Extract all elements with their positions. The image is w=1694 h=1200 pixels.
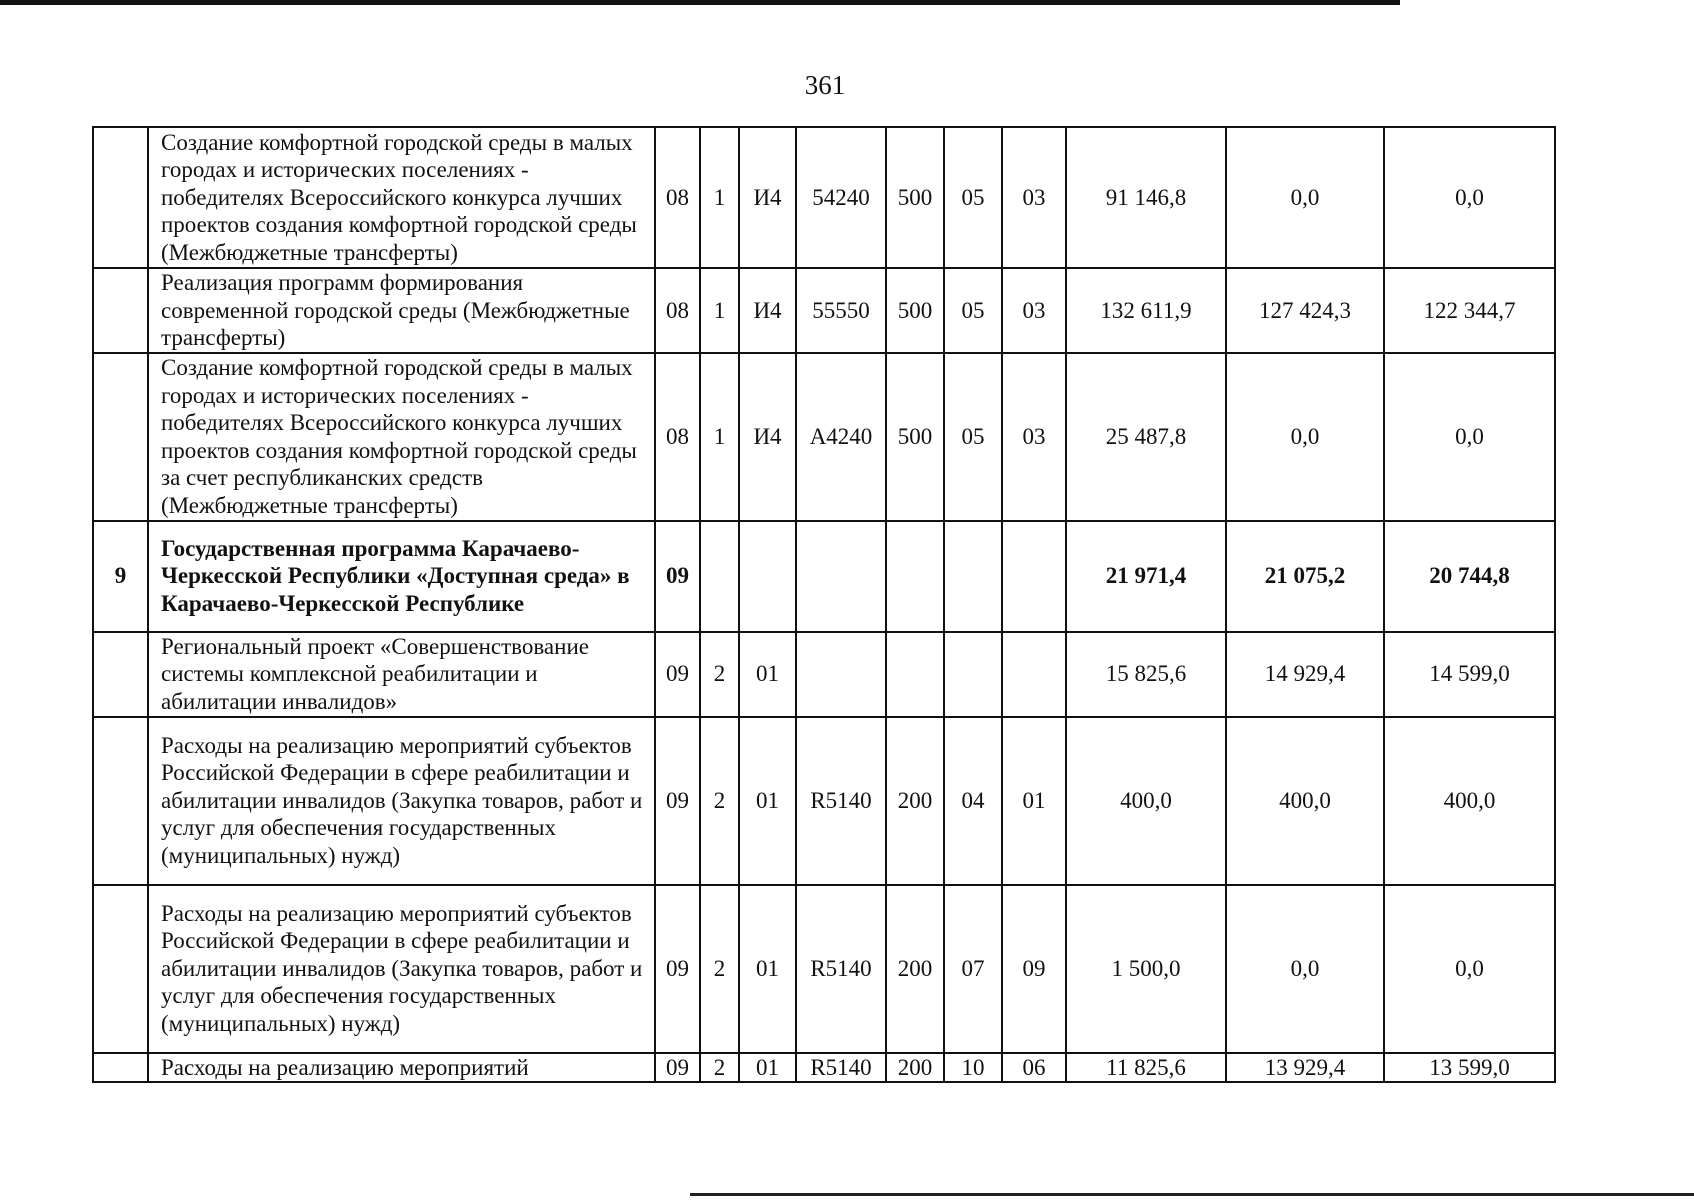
code-expense-type: 200 <box>886 1053 944 1083</box>
code-project <box>739 521 796 632</box>
code-expense-type: 200 <box>886 717 944 885</box>
bottom-rule <box>690 1193 1694 1196</box>
row-name: Реализация программ формирования современной городской среды (Межбюджетные трансферты) <box>148 268 655 353</box>
amount-1: 11 825,6 <box>1066 1053 1226 1083</box>
code-section: 05 <box>944 353 1002 521</box>
row-number <box>93 268 148 353</box>
row-number <box>93 127 148 268</box>
amount-3: 20 744,8 <box>1384 521 1555 632</box>
code-program: 08 <box>655 127 700 268</box>
amount-2: 400,0 <box>1226 717 1384 885</box>
code-section: 07 <box>944 885 1002 1053</box>
code-expense-type: 200 <box>886 885 944 1053</box>
code-subsection: 01 <box>1002 717 1066 885</box>
row-number <box>93 717 148 885</box>
table-row <box>93 127 1555 268</box>
table-row <box>93 632 1555 717</box>
code-project: И4 <box>739 127 796 268</box>
code-expense-type: 500 <box>886 127 944 268</box>
amount-3: 0,0 <box>1384 885 1555 1053</box>
code-program: 08 <box>655 353 700 521</box>
amount-2: 13 929,4 <box>1226 1053 1384 1083</box>
code-program: 09 <box>655 632 700 717</box>
code-subprogram: 2 <box>700 1053 739 1083</box>
amount-3: 0,0 <box>1384 127 1555 268</box>
top-rule <box>0 0 1400 5</box>
code-subprogram: 2 <box>700 885 739 1053</box>
code-project: И4 <box>739 353 796 521</box>
amount-2: 0,0 <box>1226 127 1384 268</box>
amount-3: 13 599,0 <box>1384 1053 1555 1083</box>
row-name: Государственная программа Карачаево-Черкесской Республики «Доступная среда» в Карачаево-Черкесской Республике <box>148 521 655 632</box>
amount-2: 14 929,4 <box>1226 632 1384 717</box>
code-program: 09 <box>655 521 700 632</box>
amount-1: 21 971,4 <box>1066 521 1226 632</box>
code-section: 04 <box>944 717 1002 885</box>
code-subprogram: 2 <box>700 717 739 885</box>
code-subsection: 03 <box>1002 268 1066 353</box>
amount-2: 21 075,2 <box>1226 521 1384 632</box>
code-subprogram: 1 <box>700 353 739 521</box>
code-subsection <box>1002 632 1066 717</box>
amount-2: 0,0 <box>1226 885 1384 1053</box>
code-direction: R5140 <box>796 717 886 885</box>
table-row <box>93 1053 1555 1083</box>
code-subprogram: 1 <box>700 268 739 353</box>
row-number <box>93 1053 148 1083</box>
code-program: 09 <box>655 885 700 1053</box>
page-number: 361 <box>804 70 846 100</box>
table-row <box>93 885 1555 1053</box>
code-subsection: 03 <box>1002 127 1066 268</box>
code-subprogram: 2 <box>700 632 739 717</box>
code-program: 09 <box>655 1053 700 1083</box>
code-direction <box>796 521 886 632</box>
row-number <box>93 885 148 1053</box>
code-project: И4 <box>739 268 796 353</box>
table-row <box>93 353 1555 521</box>
row-name: Расходы на реализацию мероприятий субъектов Российской Федерации в сфере реабилитации и абилитации инвалидов (Закупка товаров, работ и услуг для обеспечения государственных (муниципальных) нужд) <box>148 717 655 885</box>
row-name: Расходы на реализацию мероприятий <box>148 1053 655 1083</box>
code-direction: R5140 <box>796 885 886 1053</box>
row-name: Создание комфортной городской среды в малых городах и исторических поселениях - победителях Всероссийского конкурса лучших проектов создания комфортной городской среды (Межбюджетные трансферты) <box>148 127 655 268</box>
code-project: 01 <box>739 885 796 1053</box>
code-section: 10 <box>944 1053 1002 1083</box>
amount-1: 132 611,9 <box>1066 268 1226 353</box>
budget-table <box>92 126 1556 1083</box>
amount-3: 122 344,7 <box>1384 268 1555 353</box>
table-row <box>93 717 1555 885</box>
amount-1: 400,0 <box>1066 717 1226 885</box>
code-section <box>944 632 1002 717</box>
row-number <box>93 353 148 521</box>
code-subprogram <box>700 521 739 632</box>
code-expense-type <box>886 521 944 632</box>
code-direction <box>796 632 886 717</box>
amount-1: 25 487,8 <box>1066 353 1226 521</box>
amount-1: 15 825,6 <box>1066 632 1226 717</box>
code-project: 01 <box>739 717 796 885</box>
code-project: 01 <box>739 1053 796 1083</box>
amount-2: 0,0 <box>1226 353 1384 521</box>
code-direction: R5140 <box>796 1053 886 1083</box>
code-expense-type <box>886 632 944 717</box>
code-subsection: 06 <box>1002 1053 1066 1083</box>
code-expense-type: 500 <box>886 268 944 353</box>
code-direction: 54240 <box>796 127 886 268</box>
row-name: Расходы на реализацию мероприятий субъектов Российской Федерации в сфере реабилитации и абилитации инвалидов (Закупка товаров, работ и услуг для обеспечения государственных (муниципальных) нужд) <box>148 885 655 1053</box>
row-name: Создание комфортной городской среды в малых городах и исторических поселениях - победителях Всероссийского конкурса лучших проектов создания комфортной городской среды за счет республиканских средств (Межбюджетные трансферты) <box>148 353 655 521</box>
amount-3: 400,0 <box>1384 717 1555 885</box>
code-section <box>944 521 1002 632</box>
amount-1: 1 500,0 <box>1066 885 1226 1053</box>
code-direction: 55550 <box>796 268 886 353</box>
amount-1: 91 146,8 <box>1066 127 1226 268</box>
code-section: 05 <box>944 127 1002 268</box>
code-program: 09 <box>655 717 700 885</box>
code-subprogram: 1 <box>700 127 739 268</box>
code-subsection: 03 <box>1002 353 1066 521</box>
code-expense-type: 500 <box>886 353 944 521</box>
code-program: 08 <box>655 268 700 353</box>
amount-3: 0,0 <box>1384 353 1555 521</box>
code-direction: А4240 <box>796 353 886 521</box>
code-subsection: 09 <box>1002 885 1066 1053</box>
code-section: 05 <box>944 268 1002 353</box>
amount-2: 127 424,3 <box>1226 268 1384 353</box>
table-row <box>93 521 1555 632</box>
table-row <box>93 268 1555 353</box>
code-project: 01 <box>739 632 796 717</box>
amount-3: 14 599,0 <box>1384 632 1555 717</box>
row-name: Региональный проект «Совершенствование системы комплексной реабилитации и абилитации инвалидов» <box>148 632 655 717</box>
row-number: 9 <box>93 521 148 632</box>
code-subsection <box>1002 521 1066 632</box>
row-number <box>93 632 148 717</box>
